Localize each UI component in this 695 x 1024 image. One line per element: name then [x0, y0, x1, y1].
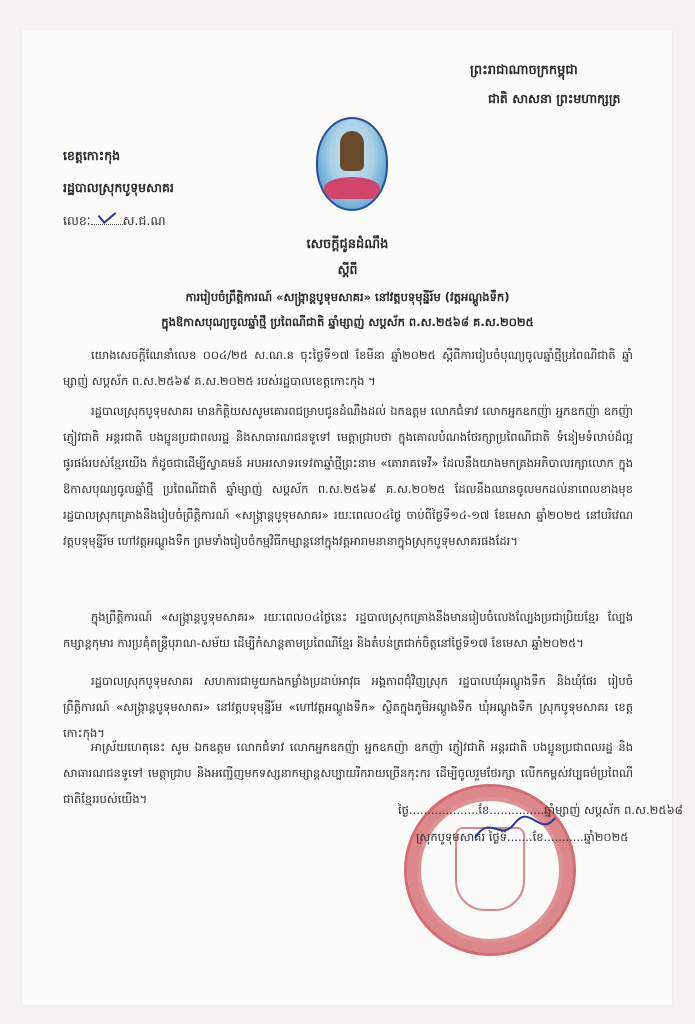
province-name: ខេត្តកោះកុង	[63, 148, 121, 163]
subject-line-2: ក្នុងឱកាសបុណ្យចូលឆ្នាំថ្មី ប្រពៃណីជាតិ ឆ្នាំម្សាញ់ សប្តស័ក ព.ស.២៥៦៨ គ.ស.២០២៥	[161, 315, 534, 329]
body-paragraph-2: រដ្ឋបាលស្រុកបូទុមសាគរ មានកិត្តិយសសូមគោរពជម្រាបជូនដំណឹងដល់ ឯកឧត្តម លោកជំទាវ លោកអ្នកឧកញ៉ា អ្នកឧកញ៉ា ឧកញ៉ា ភ្ញៀវជាតិ អន្តរជាតិ បងប្អូនប្រជាពលរដ្ឋ និងសាធារណជនទូទៅ មេត្តាជ្រាបថា ក្នុងគោលបំណងថែរក្សាប្រពៃណីជាតិ ទំនៀមទំលាប់ដ៏ល្អផូរផង់របស់ខ្មែរយើង ក៏ដូចជាដើម្បីស្វាគមន៍ អបអរសាទរទេវតាឆ្នាំថ្មីព្រះនាម «គោរាគទេវី» ដែលនឹងយាងមកគ្រងអភិបាលរក្សាលោក ក្នុងឱកាសបុណ្យចូលឆ្នាំថ្មី ប្រពៃណីជាតិ ឆ្នាំម្សាញ់ សប្តស័ក ព.ស.២៥៦៩ គ.ស.២០២៥ ដែលនឹងឈានចូលមកដល់នាពេលខាងមុខ រដ្ឋបាលស្រុកគ្រោងនឹងរៀបចំព្រឹត្តិការណ៍ «សង្ក្រាន្តបូទុមសាគរ» រយៈពេល០៤ថ្ងៃ ចាប់ពីថ្ងៃទី១៤-១៧ ខែមេសា ឆ្នាំ២០២៥ នៅបរិវេណវត្តបទុមុន្នីរ៍ម ហៅវត្តអណ្ដូងទឹក ព្រមទាំងរៀបចំកម្មវិធីកម្សាន្តនៅក្នុងវត្តអារាមនានាក្នុងស្រុកបូទុមសាគរផងដែរ។	[63, 404, 633, 548]
about-label: ស្តីពី	[337, 262, 358, 277]
handwritten-tick-icon	[91, 212, 123, 225]
reference-number	[63, 212, 166, 232]
national-motto: ជាតិ សាសនា ព្រះមហាក្សត្រ	[488, 91, 621, 106]
signature-icon	[470, 808, 560, 848]
subject-line-1: ការរៀបចំព្រឹត្តិការណ៍ «សង្ក្រាន្តបូទុមសាគរ» នៅវត្តបទុមុន្នីរ៍ម (វត្តអណ្ដូងទឹក)	[185, 290, 510, 304]
reference-suffix: ស.ជ.ណ	[122, 213, 166, 228]
body-paragraph-5: អាស្រ័យហេតុនេះ សូម ឯកឧត្តម លោកជំទាវ លោកអ្នកឧកញ៉ា អ្នកឧកញ៉ា ឧកញ៉ា ភ្ញៀវជាតិ អន្តរជាតិ បងប្អូនប្រជាពលរដ្ឋ និងសាធារណជនទូទៅ មេត្តាជ្រាប និងអញ្ជើញមកទស្សនាកម្សាន្តសប្បាយរីករាយច្រើនកុះករ ដើម្បីចូលរួមថែរក្សា លើកកម្ពស់វប្បធម៌ប្រពៃណីជាតិខ្មែររបស់យើង។	[63, 740, 633, 806]
lunar-date-line: ថ្ងៃ...................ខែ...............ឆ្នាំម្សាញ់ សប្តស័ក ព.ស.២៥៦៨	[398, 803, 683, 817]
body-paragraph-4: រដ្ឋបាលស្រុកបូទុមសាគរ សហការជាមួយកងកម្លាំងប្រដាប់អាវុធ អង្គភាពជុំវិញស្រុក រដ្ឋបាលឃុំអណ្ដូងទឹក និងឃុំផែរ រៀបចំព្រឹត្តិការណ៍ «សង្ក្រាន្តបូទុមសាគរ» នៅវត្តបទុមុន្នីរ៍ម «ហៅវត្តអណ្ដូងទឹក» ស្ថិតក្នុងភូមិអណ្ដូងទឹក ឃុំអណ្ដូងទឹក ស្រុកបូទុមសាគរ ខេត្តកោះកុង។	[63, 674, 633, 740]
notice-title: សេចក្តីជូនដំណឹង	[306, 237, 389, 252]
body-paragraph-3: ក្នុងព្រឹត្តិការណ៍ «សង្ក្រាន្តបូទុមសាគរ» រយៈពេល០៤ថ្ងៃនេះ រដ្ឋបាលស្រុកគ្រោងនឹងមានរៀបចំលេងល្បែងប្រជាប្រិយខ្មែរ ល្បែងកម្សាន្តកុមារ ការប្រគុំតន្ត្រីបុរាណ-សម័យ ដើម្បីកំសាន្តតាមប្រពៃណីខ្មែរ និងតំបន់ត្រជាក់ចិត្តនៅថ្ងៃទី១៧ ខែមេសា ឆ្នាំ២០២៥។	[63, 610, 633, 650]
district-administration: រដ្ឋបាលស្រុកបូទុមសាគរ	[63, 180, 174, 195]
kingdom-heading: ព្រះរាជាណាចក្រកម្ពុជា	[470, 63, 578, 78]
reference-prefix: លេខៈ	[63, 213, 91, 228]
solar-date-line: ស្រុកបូទុមសាគរ ថ្ងៃទី.......ខែ...........ឆ្នាំ២០២៥	[416, 830, 629, 844]
district-emblem-icon	[316, 117, 388, 211]
body-paragraph-1: យោងសេចក្តីណែនាំលេខ ០០៤/២៥ ស.ណ.ន ចុះថ្ងៃទី១៧ ខែមីនា ឆ្នាំ២០២៥ ស្តីពីការរៀបចំបុណ្យចូលឆ្នាំថ្មីប្រពៃណីជាតិ ឆ្នាំម្សាញ់ សប្តស័ក ព.ស.២៥៦៩ គ.ស.២០២៥ របស់រដ្ឋបាលខេត្តកោះកុង ។	[63, 348, 633, 388]
